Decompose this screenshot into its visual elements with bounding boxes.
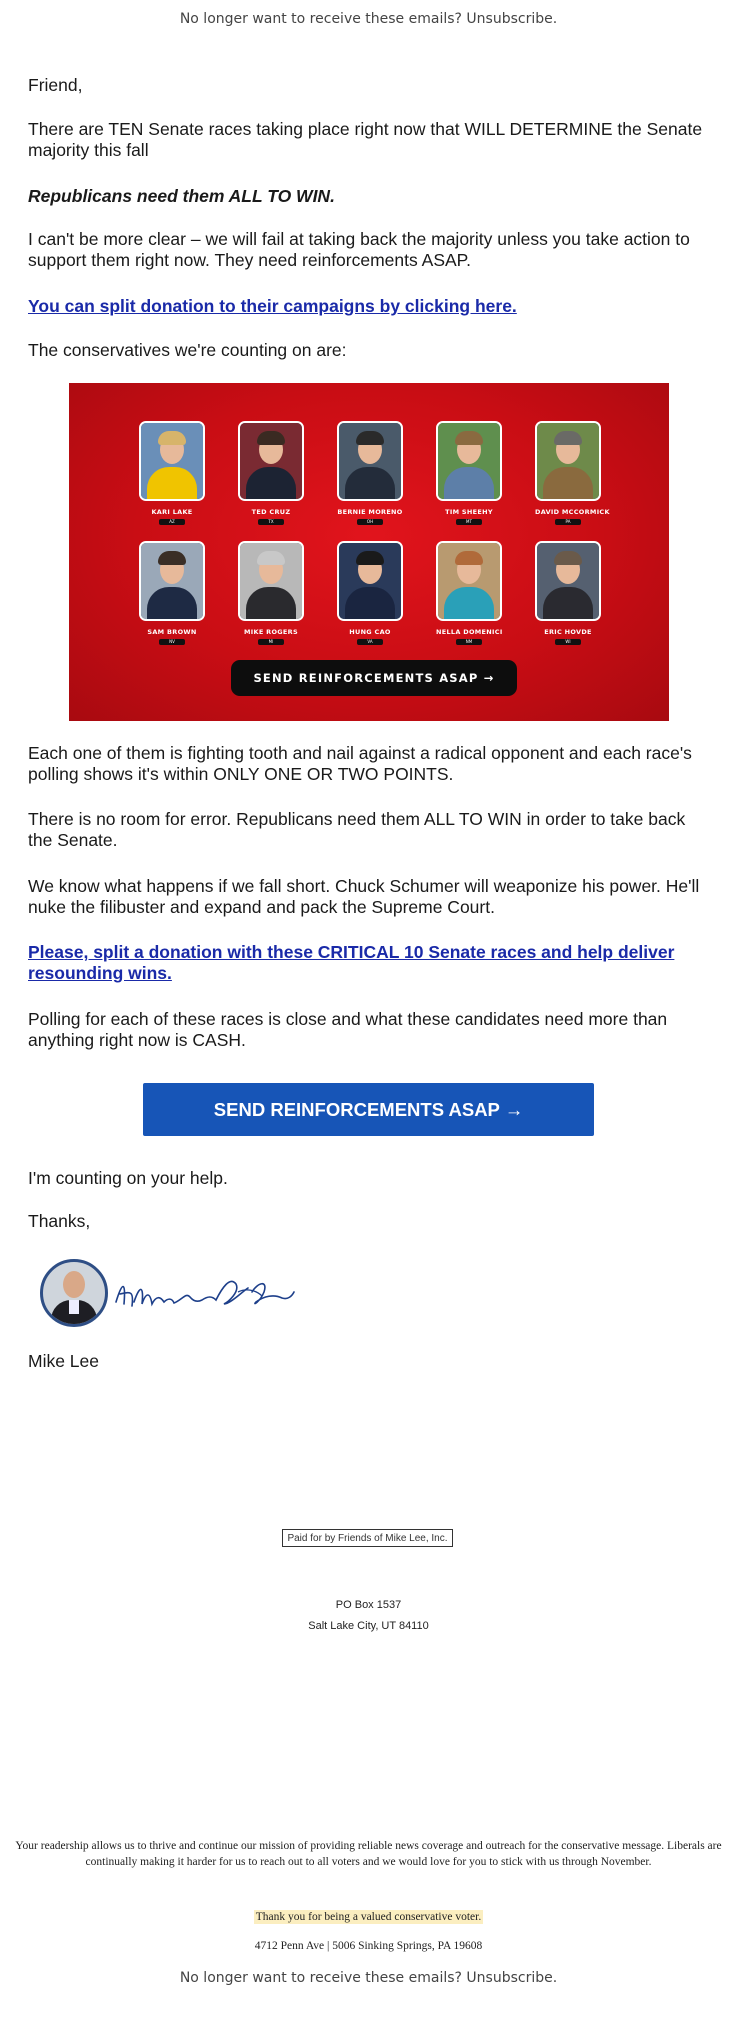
candidate-name: KARI LAKE — [151, 508, 193, 516]
thanks-highlight: Thank you for being a valued conservative voter. — [255, 1911, 482, 1923]
avatar-head — [63, 1271, 85, 1298]
send-reinforcements-button[interactable]: SEND REINFORCEMENTS ASAP → — [143, 1083, 594, 1136]
candidate-name: MIKE ROGERS — [244, 628, 298, 636]
photo-torso — [444, 467, 494, 501]
penn-address: 4712 Penn Ave | 5006 Sinking Springs, PA 19608 — [254, 1940, 483, 1952]
paragraph-polling: Polling for each of these races is close and what these candidates need more than anything right now is CASH. — [28, 1009, 668, 1050]
candidates-hero-banner[interactable] — [69, 383, 669, 721]
unsubscribe-link[interactable]: Unsubscribe. — [466, 11, 558, 27]
photo-hair — [455, 431, 483, 445]
readership-message: Your readership allows us to thrive and continue our mission of providing reliable news coverage and outreach for the conservative message. Liberals are continually making it harder for us to reach out to all voters and we would love for you to stick with us through November. — [15, 1840, 722, 1868]
photo-hair — [455, 551, 483, 565]
split-donation-link[interactable]: You can split donation to their campaigns by clicking here. — [28, 296, 517, 316]
candidate-card — [436, 421, 502, 525]
candidate-name: SAM BROWN — [147, 628, 197, 636]
photo-hair — [158, 551, 186, 565]
photo-hair — [554, 551, 582, 565]
candidate-photo — [337, 421, 403, 501]
candidate-photo — [436, 421, 502, 501]
photo-hair — [257, 551, 285, 565]
candidate-state-badge: MI — [258, 639, 284, 645]
candidate-state-badge: PA — [555, 519, 581, 525]
candidate-card — [436, 541, 502, 645]
candidate-card — [337, 541, 403, 645]
paragraph-link-2 — [28, 942, 709, 984]
candidate-state-badge: NV — [159, 639, 185, 645]
address-line-2: Salt Lake City, UT 84110 — [308, 1620, 429, 1632]
photo-torso — [543, 587, 593, 621]
photo-hair — [356, 431, 384, 445]
candidate-state-badge: TX — [258, 519, 284, 525]
paid-for-box: Paid for by Friends of Mike Lee, Inc. — [282, 1529, 453, 1547]
paragraph-schumer: We know what happens if we fall short. Chuck Schumer will weaponize his power. He'll nuke the filibuster and expand and pack the Supreme Court. — [28, 876, 700, 917]
candidate-state-badge: VA — [357, 639, 383, 645]
photo-hair — [356, 551, 384, 565]
candidate-photo — [337, 541, 403, 621]
unsubscribe-link-bottom[interactable]: Unsubscribe. — [466, 1970, 558, 1986]
candidate-state-badge: WI — [555, 639, 581, 645]
photo-torso — [345, 587, 395, 621]
candidate-card — [535, 541, 601, 645]
photo-torso — [147, 467, 197, 501]
candidate-photo — [436, 541, 502, 621]
photo-torso — [246, 587, 296, 621]
thanks-line — [0, 1911, 737, 1923]
candidate-photo — [139, 421, 205, 501]
photo-hair — [554, 431, 582, 445]
photo-torso — [543, 467, 593, 501]
candidate-name: DAVID MCCORMICK — [535, 508, 610, 516]
paragraph-counting: I'm counting on your help. — [28, 1168, 228, 1188]
candidate-state-badge: NM — [456, 639, 482, 645]
signer-name: Mike Lee — [28, 1351, 100, 1371]
candidate-card — [139, 541, 205, 645]
paragraph-conservatives: The conservatives we're counting on are: — [28, 340, 347, 360]
candidate-card — [238, 541, 304, 645]
paragraph-ten-races: There are TEN Senate races taking place right now that WILL DETERMINE the Senate majority this fall — [28, 119, 703, 160]
candidate-card — [337, 421, 403, 525]
unsubscribe-text: No longer want to receive these emails? — [179, 11, 467, 27]
candidate-state-badge: OH — [357, 519, 383, 525]
candidate-photo — [139, 541, 205, 621]
candidate-state-badge: AZ — [159, 519, 185, 525]
candidate-state-badge: MT — [456, 519, 482, 525]
photo-torso — [147, 587, 197, 621]
photo-torso — [345, 467, 395, 501]
address-line-1: PO Box 1537 — [335, 1599, 402, 1611]
closing-thanks: Thanks, — [28, 1211, 91, 1231]
candidate-photo — [535, 541, 601, 621]
candidate-name: TIM SHEEHY — [445, 508, 493, 516]
candidate-name: BERNIE MORENO — [337, 508, 403, 516]
avatar — [40, 1259, 108, 1327]
candidate-photo — [238, 421, 304, 501]
candidate-name: NELLA DOMENICI — [436, 628, 503, 636]
unsubscribe-text-bottom: No longer want to receive these emails? — [179, 1970, 467, 1986]
photo-torso — [444, 587, 494, 621]
paragraph-need-all: Republicans need them ALL TO WIN. — [28, 186, 335, 206]
candidate-card — [535, 421, 610, 525]
photo-hair — [158, 431, 186, 445]
candidate-name: HUNG CAO — [349, 628, 391, 636]
salutation: Friend, — [28, 75, 83, 95]
candidate-name: TED CRUZ — [251, 508, 291, 516]
critical-races-link[interactable]: Please, split a donation with these CRITICAL 10 Senate races and help deliver resounding wins. — [28, 942, 675, 983]
candidate-card — [238, 421, 304, 525]
photo-hair — [257, 431, 285, 445]
paragraph-be-clear: I can't be more clear – we will fail at taking back the majority unless you take action to support them right now. They need reinforcements ASAP. — [28, 229, 690, 270]
avatar-shirt — [69, 1300, 79, 1314]
candidate-photo — [535, 421, 601, 501]
hero-send-reinforcements-button[interactable]: SEND REINFORCEMENTS ASAP → — [231, 660, 517, 696]
paragraph-no-room: There is no room for error. Republicans need them ALL TO WIN in order to take back the Senate. — [28, 809, 686, 850]
signature-image — [112, 1262, 297, 1322]
paragraph-fighting: Each one of them is fighting tooth and nail against a radical opponent and each race's polling shows it's within ONLY ONE OR TWO POINTS. — [28, 743, 692, 784]
paragraph-link-1 — [28, 296, 709, 317]
candidate-photo — [238, 541, 304, 621]
candidate-name: ERIC HOVDE — [544, 628, 592, 636]
photo-torso — [246, 467, 296, 501]
unsubscribe-line-top — [0, 11, 737, 27]
candidate-card — [139, 421, 205, 525]
unsubscribe-line-bottom — [0, 1970, 737, 1986]
